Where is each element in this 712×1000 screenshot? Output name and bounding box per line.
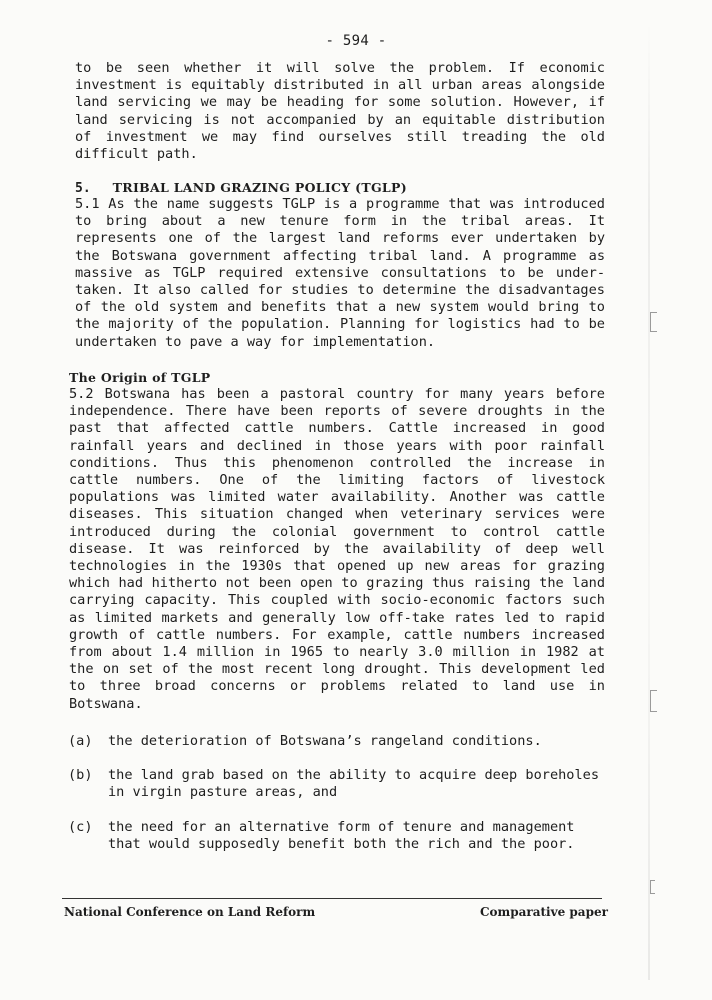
paragraph-5-1-text: 5.1 As the name suggests TGLP is a programme that was introduced to bring about a new tenure form in the tribal areas. It represents one of the largest land reforms ever undertaken by the Botswana government affecting tribal land. A programme as massive as TGLP required extensive consultations to be under-taken. It also called for studies to determine the disadvantages of the old system and benefits that a new system would bring to the majority of the population. Planning for logistics had to be undertaken to pave a way for implementation. [75,196,605,350]
section-heading [75,180,407,196]
section-number: 5. [75,181,91,196]
list-item-text: the deterioration of Botswana’s rangeland conditions. [108,733,542,749]
intro-paragraph [75,60,605,163]
concern-list-item [68,819,608,853]
concern-list-item [68,767,608,801]
paragraph-5-1 [75,196,605,351]
list-item-text: the need for an alternative form of tenure and management that would supposedly benefit both the rich and the poor. [108,819,575,853]
subheading-origin: The Origin of TGLP [69,370,211,385]
scan-artifact [650,690,657,712]
footer-rule [62,898,602,899]
list-marker: (b) [68,767,93,783]
list-marker: (c) [68,819,93,835]
paragraph-5-2 [69,386,605,713]
section-title: TRIBAL LAND GRAZING POLICY (TGLP) [112,180,407,195]
footer-conference-title: National Conference on Land Reform [64,905,316,919]
concern-list-item [68,733,608,750]
scan-edge-shadow [648,20,650,980]
scan-artifact [650,880,655,894]
paragraph-5-2-text: 5.2 Botswana has been a pastoral country for many years before independence. There have been reports of severe droughts in the past that affected cattle numbers. Cattle increased in good rainfall years and declined in those years with poor rainfall conditions. Thus this phenomenon controlled the increase in cattle numbers. One of the limiting factors of livestock populations was limited water availability. Another was cattle diseases. This situation changed when veterinary services were introduced during the colonial government to control cattle disease. It was reinforced by the availability of deep well technologies in the 1930s that opened up new areas for grazing which had hitherto not been open to grazing thus raising the land carrying capacity. This coupled with socio-economic factors such as limited markets and generally low off-take rates led to rapid growth of cattle numbers. For example, cattle numbers increased from about 1.4 million in 1965 to nearly 3.0 million in 1982 at the on set of the most recent long drought. This development led to three broad concerns or problems related to land use in Botswana. [69,386,605,712]
list-marker: (a) [68,733,93,749]
intro-paragraph-text: to be seen whether it will solve the problem. If economic investment is equitably distributed in all urban areas alongside land servicing we may be heading for some solution. However, if land servicing is not accompanied by an equitable distribution of investment we may find ourselves still treading the old difficult path. [75,60,605,163]
scan-artifact [650,312,657,332]
footer-paper-type: Comparative paper [480,905,608,919]
page-number: - 594 - [325,33,387,49]
list-item-text: the land grab based on the ability to acquire deep boreholes in virgin pasture areas, and [108,767,600,801]
